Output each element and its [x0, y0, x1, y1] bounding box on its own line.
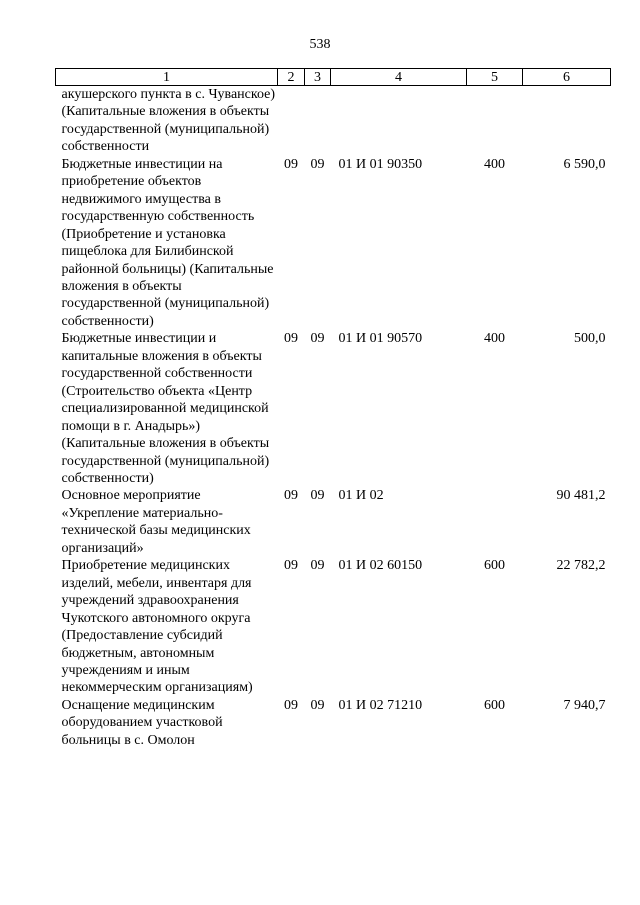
row-pr: 09 [310, 156, 325, 172]
table-row [56, 557, 611, 697]
row-pr [305, 86, 331, 156]
row-rz: 09 [284, 697, 298, 713]
row-csr: 01 И 01 90570 [338, 331, 423, 347]
row-vr: 400 [484, 156, 505, 172]
header-row [56, 69, 611, 86]
row-name: Бюджетные инвестиции на приобретение объектов недвижимого имущества в государственную собственность (Приобретение и установка пищеблока для Билибинской районной больницы) (Капитальные вложения в объекты государственной (муниципальной) собственности) [61, 156, 274, 329]
table-header [56, 69, 611, 86]
row-vr: 600 [484, 697, 505, 713]
row-csr: 01 И 02 [338, 488, 384, 504]
row-vr: 600 [484, 558, 505, 574]
row-csr: 01 И 02 60150 [338, 558, 423, 574]
row-name: акушерского пункта в с. Чуванское) (Капитальные вложения в объекты государственной (муниципальной) собственности [61, 87, 276, 155]
row-csr: 01 И 02 71210 [338, 697, 423, 713]
row-rz [278, 86, 305, 156]
row-pr: 09 [310, 488, 325, 504]
row-rz: 09 [284, 488, 298, 504]
row-pr: 09 [310, 558, 325, 574]
table-row [56, 156, 611, 331]
row-name: Основное мероприятие «Укрепление материально-технической базы медицинских организаций» [61, 488, 251, 556]
header-col-2: 2 [278, 69, 305, 86]
row-amount: 6 590,0 [563, 156, 606, 172]
row-pr: 09 [310, 697, 325, 713]
row-vr [467, 86, 523, 156]
row-csr [331, 86, 467, 156]
header-col-5: 5 [467, 69, 523, 86]
budget-table [55, 68, 611, 749]
header-col-1: 1 [56, 69, 278, 86]
row-amount [523, 86, 611, 156]
header-col-4: 4 [331, 69, 467, 86]
table-row [56, 697, 611, 749]
header-col-6: 6 [523, 69, 611, 86]
row-amount: 22 782,2 [556, 558, 606, 574]
row-pr: 09 [310, 331, 325, 347]
page-number: 538 [309, 37, 331, 52]
row-amount: 90 481,2 [556, 488, 606, 504]
row-rz: 09 [284, 156, 298, 172]
header-col-3: 3 [305, 69, 331, 86]
table-row [56, 86, 611, 156]
row-csr: 01 И 01 90350 [338, 156, 423, 172]
row-amount: 7 940,7 [563, 697, 606, 713]
table-row [56, 330, 611, 487]
row-amount: 500,0 [574, 331, 606, 347]
row-name: Оснащение медицинским оборудованием участковой больницы в с. Омолон [61, 697, 223, 748]
row-name: Бюджетные инвестиции и капитальные вложения в объекты государственной собственности (Строительство объекта «Центр специализированной медицинской помощи в г. Анадырь») (Капитальные вложения в объекты государственной (муниципальной) собственности) [61, 331, 270, 486]
table-body [56, 86, 611, 750]
row-rz: 09 [284, 331, 298, 347]
row-name: Приобретение медицинских изделий, мебели, инвентаря для учреждений здравоохранения Чукотского автономного округа (Предоставление субсидий бюджетным, автономным учреждениям и иным некоммерческим организациям) [61, 558, 253, 696]
row-rz: 09 [284, 558, 298, 574]
table-row [56, 487, 611, 557]
row-vr [467, 487, 523, 557]
row-vr: 400 [484, 331, 505, 347]
